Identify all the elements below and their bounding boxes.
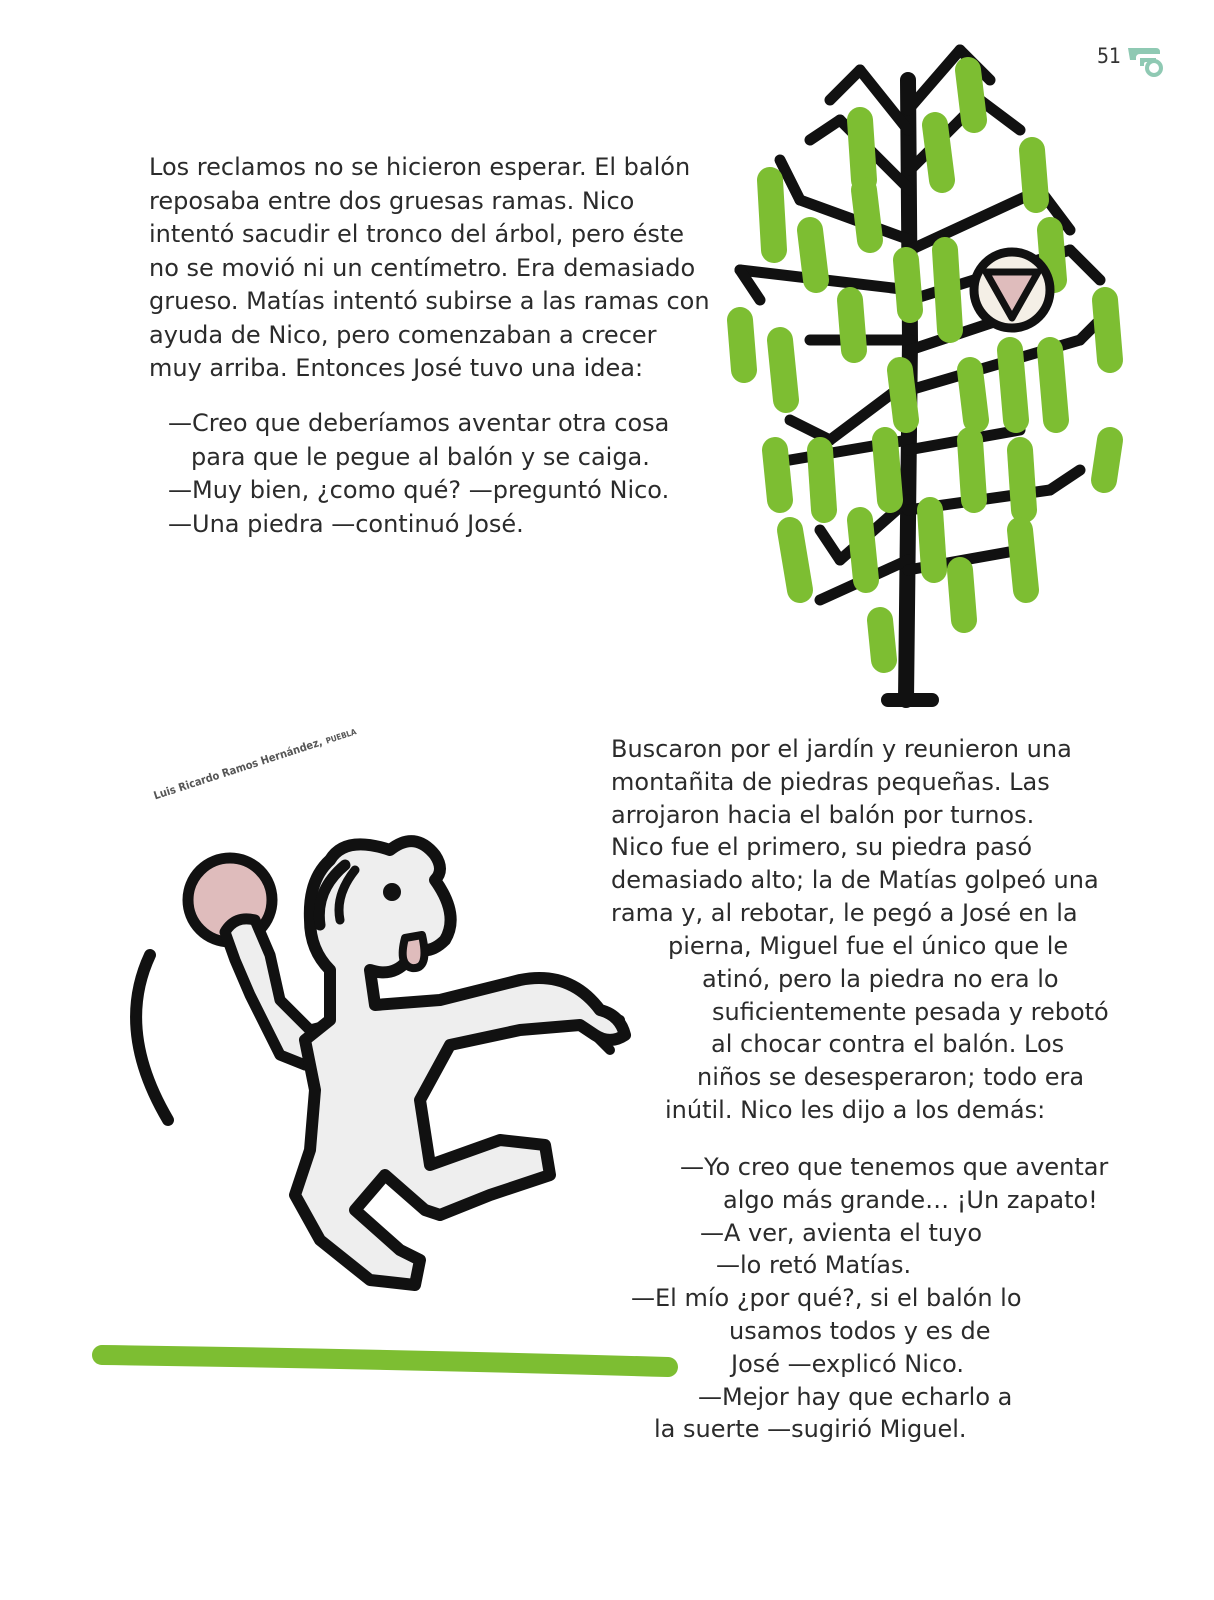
text-line: José —explicó Nico. — [731, 1350, 964, 1378]
text-line: para que le pegue al balón y se caiga. — [191, 442, 650, 471]
story-paragraph-2 — [0, 733, 1214, 1493]
text-line: montañita de piedras pequeñas. Las — [611, 768, 1050, 796]
text-line: muy arriba. Entonces José tuvo una idea: — [149, 354, 644, 382]
credit-name: Luis Ricardo Ramos Hernández, — [152, 735, 324, 803]
text-line: —A ver, avienta el tuyo — [700, 1219, 983, 1247]
story-paragraph-1 — [149, 151, 710, 386]
text-line: reposaba entre dos gruesas ramas. Nico — [149, 186, 635, 215]
text-line: al chocar contra el balón. Los — [711, 1030, 1065, 1058]
book-logo-icon — [1126, 42, 1168, 78]
text-line: ayuda de Nico, pero comenzaban a crecer — [149, 320, 657, 349]
text-line: —lo retó Matías. — [716, 1251, 912, 1279]
text-line: niños se desesperaron; todo era — [697, 1063, 1085, 1091]
text-line: —Creo que deberíamos aventar otra cosa — [168, 409, 670, 437]
text-line: Los reclamos no se hicieron esperar. El balón — [149, 153, 691, 181]
story-dialog-1 — [168, 407, 669, 541]
text-line: —El mío ¿por qué?, si el balón lo — [631, 1284, 1022, 1312]
text-line: no se movió ni un centímetro. Era demasiado — [149, 253, 696, 282]
text-line: intentó sacudir el tronco del árbol, pero éste — [149, 220, 685, 248]
text-line: grueso. Matías intentó subirse a las ramas con — [149, 287, 710, 315]
text-line: la suerte —sugirió Miguel. — [654, 1415, 967, 1443]
tree-with-ball-illustration — [720, 40, 1130, 720]
text-line: Buscaron por el jardín y reunieron una — [611, 735, 1072, 763]
text-line: arrojaron hacia el balón por turnos. — [611, 801, 1035, 829]
page-number: 51 — [1097, 44, 1122, 68]
text-line: demasiado alto; la de Matías golpeó una — [611, 866, 1099, 894]
text-line: usamos todos y es de — [729, 1317, 991, 1345]
text-line: —Mejor hay que echarlo a — [698, 1383, 1013, 1411]
text-line: —Yo creo que tenemos que aventar — [680, 1153, 1109, 1181]
text-line: inútil. Nico les dijo a los demás: — [665, 1096, 1046, 1124]
text-line: algo más grande… ¡Un zapato! — [723, 1186, 1098, 1214]
text-line: atinó, pero la piedra no era lo — [702, 965, 1059, 993]
text-line: suficientemente pesada y rebotó — [712, 998, 1109, 1026]
credit-origin: PUEBLA — [324, 727, 358, 746]
text-line: —Muy bien, ¿como qué? —preguntó Nico. — [168, 476, 670, 504]
text-line: —Una piedra —continuó José. — [168, 509, 524, 538]
text-line: rama y, al rebotar, le pegó a José en la — [611, 899, 1078, 927]
text-line: pierna, Miguel fue el único que le — [668, 932, 1069, 960]
text-line: Nico fue el primero, su piedra pasó — [611, 833, 1033, 861]
